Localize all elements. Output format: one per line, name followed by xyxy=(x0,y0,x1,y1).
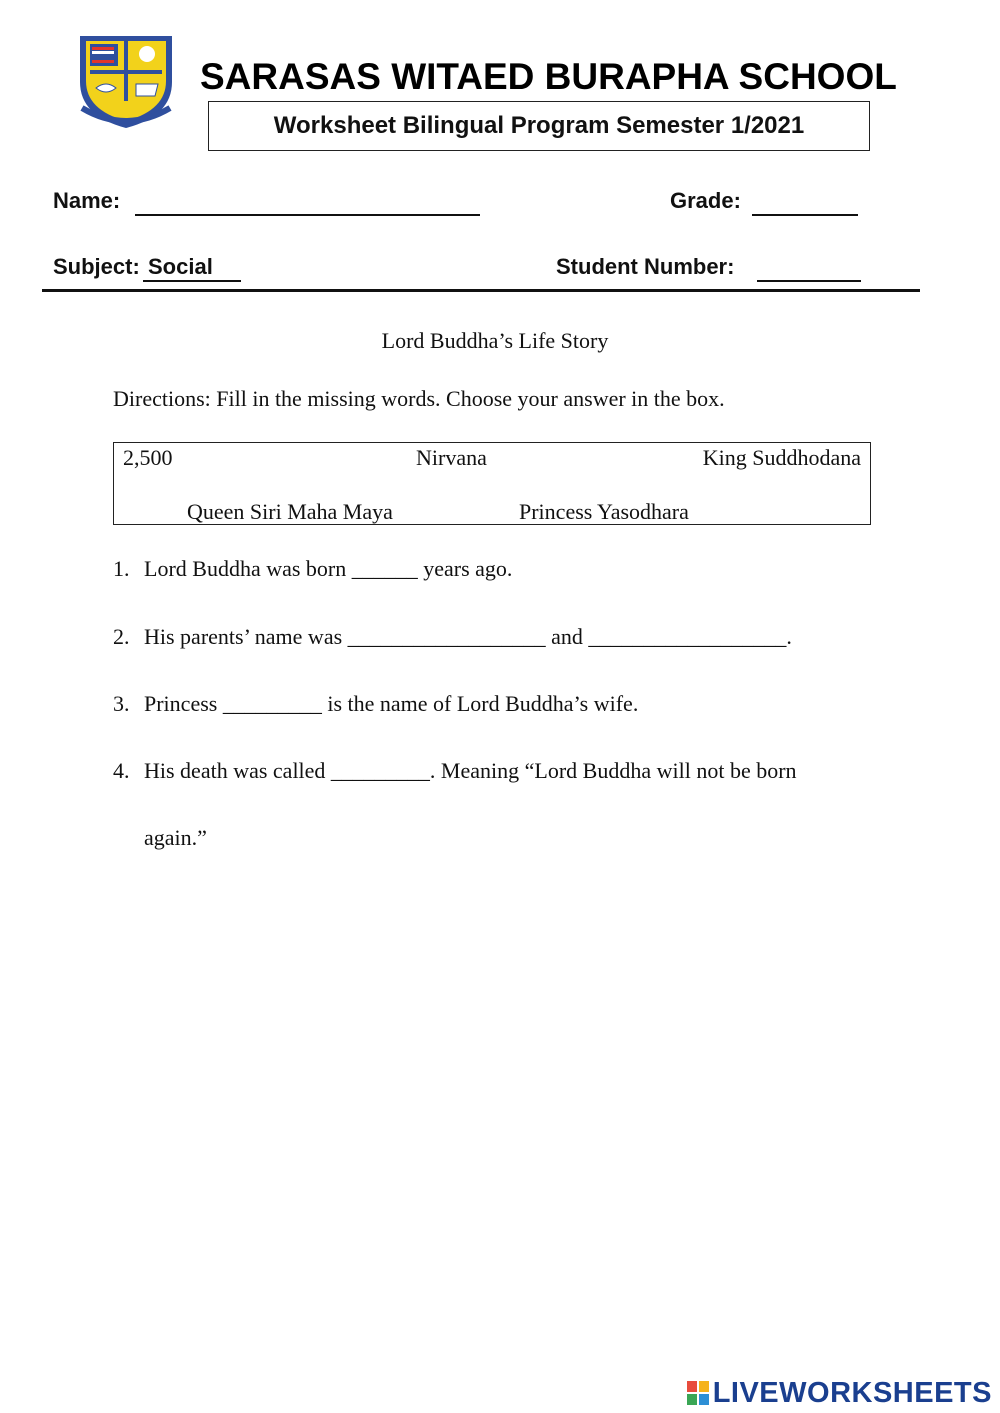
worksheet-title: Worksheet Bilingual Program Semester 1/2021 xyxy=(273,112,805,139)
directions: Directions: Fill in the missing words. Choose your answer in the box. xyxy=(113,386,725,411)
question-number: 2. xyxy=(113,624,130,649)
word-bank-box xyxy=(113,442,871,525)
name-label: Name: xyxy=(53,188,121,213)
liveworksheets-icon xyxy=(686,1380,710,1406)
school-crest-logo xyxy=(72,30,180,130)
question-text[interactable]: Princess _________ is the name of Lord Buddha’s wife. xyxy=(144,691,639,716)
liveworksheets-brand: LIVEWORKSHEETS xyxy=(712,1376,992,1409)
question-4-continuation: again.” xyxy=(144,825,207,850)
subject-underline xyxy=(143,280,241,282)
word-bank-item: 2,500 xyxy=(123,445,173,470)
student-number-blank-line[interactable] xyxy=(757,280,861,282)
name-blank-line[interactable] xyxy=(135,214,480,216)
word-bank-item: Princess Yasodhara xyxy=(519,499,689,524)
word-bank-item: Nirvana xyxy=(416,445,487,470)
school-name: SARASAS WITAED BURAPHA SCHOOL xyxy=(200,56,897,97)
grade-blank-line[interactable] xyxy=(752,214,858,216)
student-number-label: Student Number: xyxy=(556,254,735,279)
word-bank-item: Queen Siri Maha Maya xyxy=(187,499,393,524)
question-text[interactable]: His death was called _________. Meaning “Lord Buddha will not be born xyxy=(144,758,797,783)
question-number: 3. xyxy=(113,691,130,716)
question-text[interactable]: His parents’ name was __________________ and __________________. xyxy=(144,624,792,649)
liveworksheets-footer[interactable] xyxy=(686,1375,992,1411)
worksheet-title-box xyxy=(208,101,870,151)
question-text[interactable]: Lord Buddha was born ______ years ago. xyxy=(144,556,513,581)
subject-label: Subject: xyxy=(53,254,140,279)
story-title: Lord Buddha’s Life Story xyxy=(381,328,609,353)
subject-value: Social xyxy=(148,254,213,279)
word-bank-item: King Suddhodana xyxy=(702,445,861,470)
grade-label: Grade: xyxy=(670,188,741,213)
header-divider xyxy=(42,289,920,292)
question-number: 4. xyxy=(113,758,130,783)
question-number: 1. xyxy=(113,556,130,581)
